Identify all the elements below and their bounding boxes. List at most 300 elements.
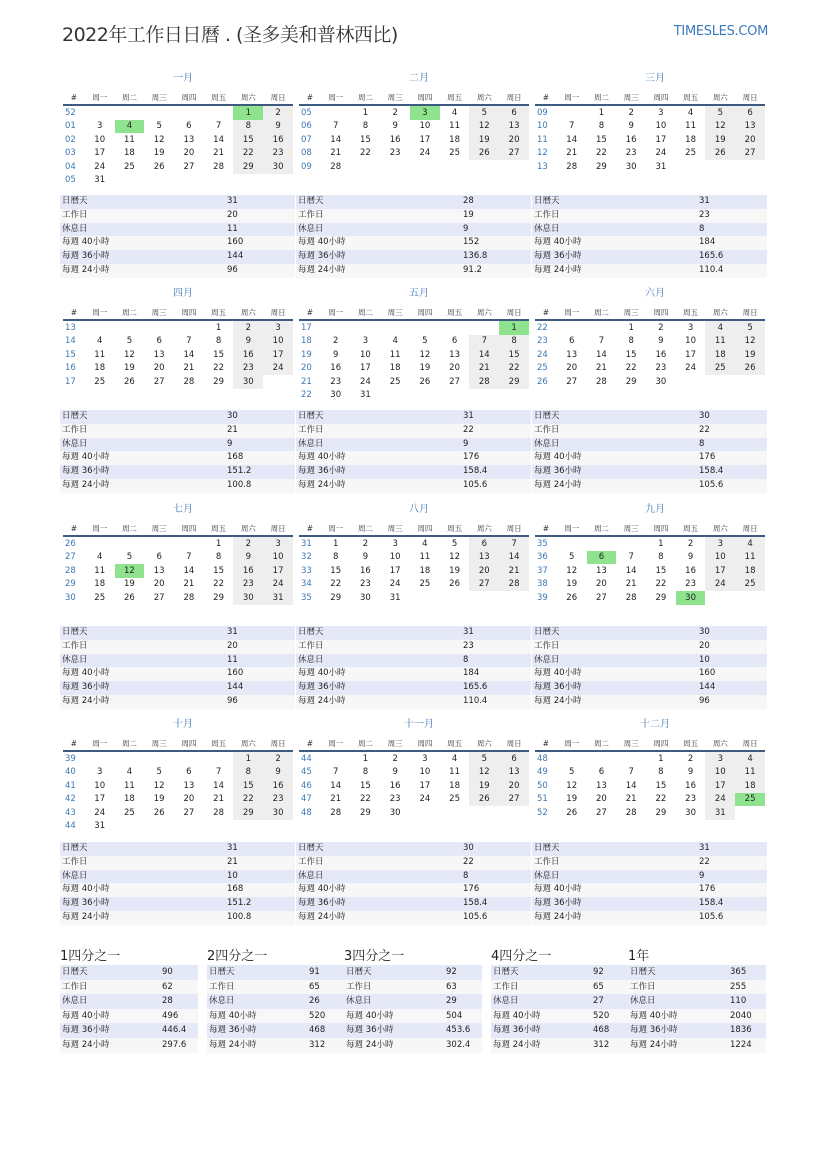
day-cell [735,375,765,389]
day-cell: 31 [94,821,106,832]
stats-row [60,640,295,654]
week-row [535,564,765,578]
day-cell: 6 [156,336,162,347]
stat-label: 休息日 [491,994,591,1009]
quarter-stats-table [60,965,198,1053]
day-cell: 24 [705,793,735,807]
week-number: 12 [537,148,548,159]
day-cell: 25 [449,148,460,159]
day-cell: 22 [213,363,224,374]
stat-label: 休息日 [296,870,461,884]
day-cell: 6 [569,336,575,347]
stat-value: 100.8 [225,911,295,925]
day-cell: 21 [213,148,224,159]
day-cell [676,160,706,174]
week-number-header: # [306,523,314,533]
week-number-header: # [542,307,550,317]
stat-value: 158.4 [697,897,767,911]
month-name: 四月 [173,288,193,299]
week-row [63,174,293,188]
stat-value: 158.4 [461,465,531,479]
day-cell [499,806,529,820]
day-cell [557,751,587,766]
weekday-header: 周六 [476,92,492,102]
stat-value: 105.6 [461,479,531,493]
day-cell: 24 [360,376,371,387]
stat-value: 110.4 [697,264,767,278]
day-cell: 18 [94,579,106,590]
stat-value: 10 [225,870,295,884]
day-cell [469,591,499,605]
holiday-day-cell: 1 [499,320,529,335]
day-cell: 16 [685,565,696,576]
stats-row [296,667,531,681]
week-row [63,578,293,592]
stat-label: 每週 36小時 [60,1023,160,1038]
stat-label: 工作日 [207,980,307,995]
day-cell: 15 [233,779,263,793]
weekday-header: 周日 [270,92,286,102]
stat-label: 每週 40小時 [344,1009,444,1024]
stat-label: 每週 24小時 [60,911,225,925]
day-cell: 9 [362,552,369,563]
day-cell: 24 [705,578,735,592]
stat-label: 每週 40小時 [60,451,225,465]
day-cell [616,751,646,766]
week-row [535,551,765,565]
month-stats-table [296,626,531,709]
day-cell: 18 [685,134,696,145]
day-cell: 26 [705,147,735,161]
day-cell: 14 [499,551,529,565]
weekday-header: 周五 [683,523,699,533]
stat-value: 9 [461,223,531,237]
weekday-header: 周三 [151,523,167,533]
week-row [535,806,765,820]
day-cell: 21 [625,579,637,590]
weekday-header: 周二 [357,523,373,533]
day-cell: 23 [233,578,263,592]
day-cell: 14 [213,134,224,145]
day-cell: 9 [233,551,263,565]
month-calendar [63,72,293,187]
day-cell: 4 [687,107,694,118]
day-cell: 3 [705,751,735,766]
weekday-header: 周四 [417,92,433,102]
stat-value: 105.6 [697,479,767,493]
stat-value: 165.6 [461,681,531,695]
stat-value: 65 [591,980,629,995]
stat-label: 每週 40小時 [296,236,461,250]
stats-row [60,842,295,856]
weekday-header: 周六 [240,738,256,748]
week-row [63,820,293,834]
stat-value: 152 [461,236,531,250]
weekday-header: 周三 [387,92,403,102]
stat-label: 工作日 [296,640,461,654]
day-cell: 13 [469,551,499,565]
day-cell [321,751,351,766]
stats-row [60,883,295,897]
day-cell [174,751,204,766]
day-cell: 7 [215,767,222,778]
day-cell: 5 [451,538,458,549]
day-cell: 12 [449,552,460,563]
day-cell: 4 [126,767,133,778]
stats-row [60,236,295,250]
day-cell: 8 [362,121,369,132]
week-row [535,362,765,376]
week-row [535,793,765,807]
day-cell: 19 [735,348,765,362]
day-cell: 29 [233,160,263,174]
day-cell: 26 [469,147,499,161]
stats-row [628,994,766,1009]
day-cell: 26 [124,376,135,387]
day-cell: 9 [233,335,263,349]
day-cell: 29 [655,592,667,603]
stats-row [60,667,295,681]
day-cell: 2 [392,107,398,118]
calendar-table [535,305,765,389]
stats-row [296,250,531,264]
stats-row [296,856,531,870]
month-stats-table [296,842,531,925]
week-row [63,551,293,565]
stat-label: 每週 36小時 [532,897,697,911]
day-cell: 17 [94,794,106,805]
week-number: 29 [65,579,76,590]
day-cell: 12 [419,349,431,360]
stat-value: 63 [444,980,482,995]
month-calendar [299,718,529,820]
stat-value: 8 [461,654,531,668]
day-cell: 28 [625,807,637,818]
day-cell: 10 [360,349,371,360]
stat-label: 每週 40小時 [532,883,697,897]
day-cell: 15 [625,349,637,360]
day-cell: 7 [186,336,192,347]
stats-row [60,654,295,668]
day-cell: 30 [233,375,263,389]
stat-label: 休息日 [344,994,444,1009]
stat-value: 176 [697,883,767,897]
day-cell [174,105,204,120]
day-cell: 23 [330,376,342,387]
day-cell: 31 [263,591,293,605]
day-cell: 9 [687,767,694,778]
day-cell: 18 [94,363,106,374]
year-summary [628,949,766,1053]
stat-label: 休息日 [296,438,461,452]
stat-label: 每週 24小時 [532,264,697,278]
day-cell: 25 [94,592,106,603]
day-cell: 16 [233,348,263,362]
day-cell: 27 [183,807,195,818]
weekday-header: 周四 [653,523,669,533]
day-cell: 24 [94,807,106,818]
day-cell: 22 [655,579,667,590]
day-cell: 20 [499,779,529,793]
stat-value: 11 [225,654,295,668]
stat-value: 96 [225,695,295,709]
day-cell: 4 [422,538,428,549]
weekday-header: 周日 [270,738,286,748]
month-calendar [535,503,765,605]
day-cell [204,820,234,834]
day-cell: 24 [263,362,293,376]
day-cell: 25 [449,794,460,805]
day-cell: 21 [330,794,342,805]
day-cell: 10 [419,767,431,778]
day-cell: 21 [330,148,342,159]
stat-label: 休息日 [296,654,461,668]
stat-value: 30 [697,626,767,640]
holiday-day-cell: 3 [410,105,440,120]
day-cell [557,536,587,551]
day-cell: 14 [330,780,342,791]
weekday-header: 周三 [623,307,639,317]
day-cell: 23 [655,363,667,374]
day-cell: 15 [360,780,371,791]
day-cell: 26 [124,592,135,603]
week-number: 22 [537,322,548,333]
day-cell: 6 [735,105,765,120]
day-cell: 9 [392,767,398,778]
day-cell: 30 [685,807,696,818]
day-cell: 22 [233,147,263,161]
week-row [535,751,765,766]
day-cell: 16 [389,780,401,791]
day-cell: 27 [596,807,607,818]
day-cell: 13 [153,349,165,360]
day-cell: 21 [183,579,195,590]
stat-value: 96 [225,264,295,278]
day-cell: 12 [566,780,578,791]
day-cell: 8 [658,552,664,563]
day-cell [115,820,145,834]
day-cell: 27 [735,147,765,161]
month-name: 十月 [173,719,193,730]
day-cell: 31 [705,806,735,820]
stats-row [60,438,295,452]
day-cell [144,320,174,335]
day-cell: 31 [360,390,371,401]
weekday-header: 周一 [564,307,580,317]
stats-row [491,965,629,980]
week-row [63,335,293,349]
day-cell [233,174,263,188]
day-cell: 9 [658,336,664,347]
day-cell: 28 [596,376,607,387]
day-cell: 6 [156,552,162,563]
stat-value: 23 [461,640,531,654]
day-cell: 30 [233,591,263,605]
day-cell: 16 [389,134,401,145]
stat-value: 28 [461,195,531,209]
stat-label: 每週 36小時 [296,250,461,264]
day-cell: 16 [263,779,293,793]
stat-label: 工作日 [628,980,728,995]
day-cell: 26 [469,793,499,807]
day-cell [263,174,293,188]
day-cell: 18 [735,779,765,793]
day-cell: 27 [566,376,578,387]
day-cell: 30 [360,592,371,603]
holiday-day-cell: 25 [735,793,765,807]
holiday-day-cell: 12 [115,564,145,578]
weekday-header: 周四 [181,307,197,317]
month-calendar [63,287,293,389]
stat-value: 446.4 [160,1023,198,1038]
stats-row [532,883,767,897]
weekday-header: 周六 [240,307,256,317]
week-row [299,751,529,766]
day-cell [204,751,234,766]
stats-row [344,1038,482,1053]
day-cell: 1 [628,322,634,333]
week-number: 32 [301,552,312,563]
day-cell: 14 [566,134,578,145]
stat-label: 每週 40小時 [296,667,461,681]
day-cell [85,105,115,120]
week-number: 36 [537,552,548,563]
stat-value: 26 [307,994,345,1009]
stat-label: 工作日 [532,856,697,870]
stat-value: 20 [697,640,767,654]
stats-row [532,223,767,237]
day-cell [144,105,174,120]
stats-row [60,195,295,209]
weekday-header: 周四 [653,307,669,317]
day-cell [410,806,440,820]
week-number: 28 [65,565,76,576]
stat-label: 休息日 [532,223,697,237]
calendar-table [63,736,293,833]
day-cell: 17 [655,134,667,145]
weekday-header: 周五 [447,92,463,102]
page-header [62,20,768,50]
day-cell: 2 [628,107,634,118]
brand-link[interactable]: TIMESLES.COM [673,24,768,39]
stat-value: 8 [697,223,767,237]
day-cell: 20 [566,363,578,374]
day-cell [233,820,263,834]
day-cell [705,160,735,174]
stat-label: 每週 40小時 [296,883,461,897]
week-number: 09 [537,107,548,118]
stat-value: 31 [697,842,767,856]
stat-value: 168 [225,883,295,897]
month-stats-table [60,842,295,925]
day-cell [115,320,145,335]
day-cell: 17 [360,363,371,374]
day-cell: 6 [469,536,499,551]
week-number: 48 [537,753,548,764]
stat-value: 19 [461,209,531,223]
week-number: 39 [65,753,76,764]
stat-label: 每週 36小時 [296,681,461,695]
week-row [535,133,765,147]
day-cell: 15 [360,134,371,145]
day-cell: 23 [685,794,696,805]
weekday-header: 周三 [151,307,167,317]
day-cell: 21 [183,363,195,374]
day-cell [263,375,293,389]
weekday-header: 周四 [181,92,197,102]
day-cell: 13 [153,565,165,576]
month-stats-table [60,410,295,493]
week-row [535,766,765,780]
stat-value: 520 [307,1009,345,1024]
stats-row [532,451,767,465]
day-cell: 8 [333,552,339,563]
day-cell [440,320,470,335]
day-cell: 25 [389,376,401,387]
month-stats-table [532,842,767,925]
weekday-header: 周五 [211,307,227,317]
day-cell: 23 [389,794,401,805]
day-cell: 25 [419,579,431,590]
quarter-name: 1年 [628,949,650,964]
day-cell: 1 [362,753,369,764]
day-cell: 29 [499,375,529,389]
stat-label: 日曆天 [60,626,225,640]
weekday-header: 周三 [623,523,639,533]
calendar-table [535,90,765,174]
stats-row [491,1023,629,1038]
week-number: 07 [301,134,312,145]
stat-value: 31 [225,626,295,640]
stat-label: 工作日 [60,640,225,654]
day-cell [144,751,174,766]
day-cell [410,591,440,605]
week-row [63,147,293,161]
day-cell: 8 [628,336,634,347]
day-cell: 16 [330,363,342,374]
month-calendar [299,72,529,174]
stat-label: 日曆天 [532,195,697,209]
day-cell: 17 [263,564,293,578]
week-number: 30 [65,592,76,603]
day-cell: 18 [735,564,765,578]
week-row [299,320,529,335]
day-cell: 16 [360,565,371,576]
stats-row [207,1023,345,1038]
stat-label: 休息日 [628,994,728,1009]
calendar-table [63,521,293,605]
month-name: 五月 [409,288,429,299]
month-stats-table [532,195,767,278]
day-cell: 28 [183,376,195,387]
stat-label: 每週 40小時 [296,451,461,465]
week-number: 19 [301,349,312,360]
week-number: 38 [537,579,548,590]
stats-row [296,695,531,709]
day-cell [616,536,646,551]
stat-value: 90 [160,965,198,980]
weekday-header: 周四 [653,92,669,102]
stats-row [60,264,295,278]
stats-row [296,626,531,640]
day-cell: 14 [183,349,195,360]
weekday-header: 周日 [506,307,522,317]
day-cell: 7 [215,121,222,132]
day-cell: 29 [233,806,263,820]
stat-value: 9 [697,870,767,884]
stat-value: 30 [225,410,295,424]
day-cell: 18 [419,565,431,576]
